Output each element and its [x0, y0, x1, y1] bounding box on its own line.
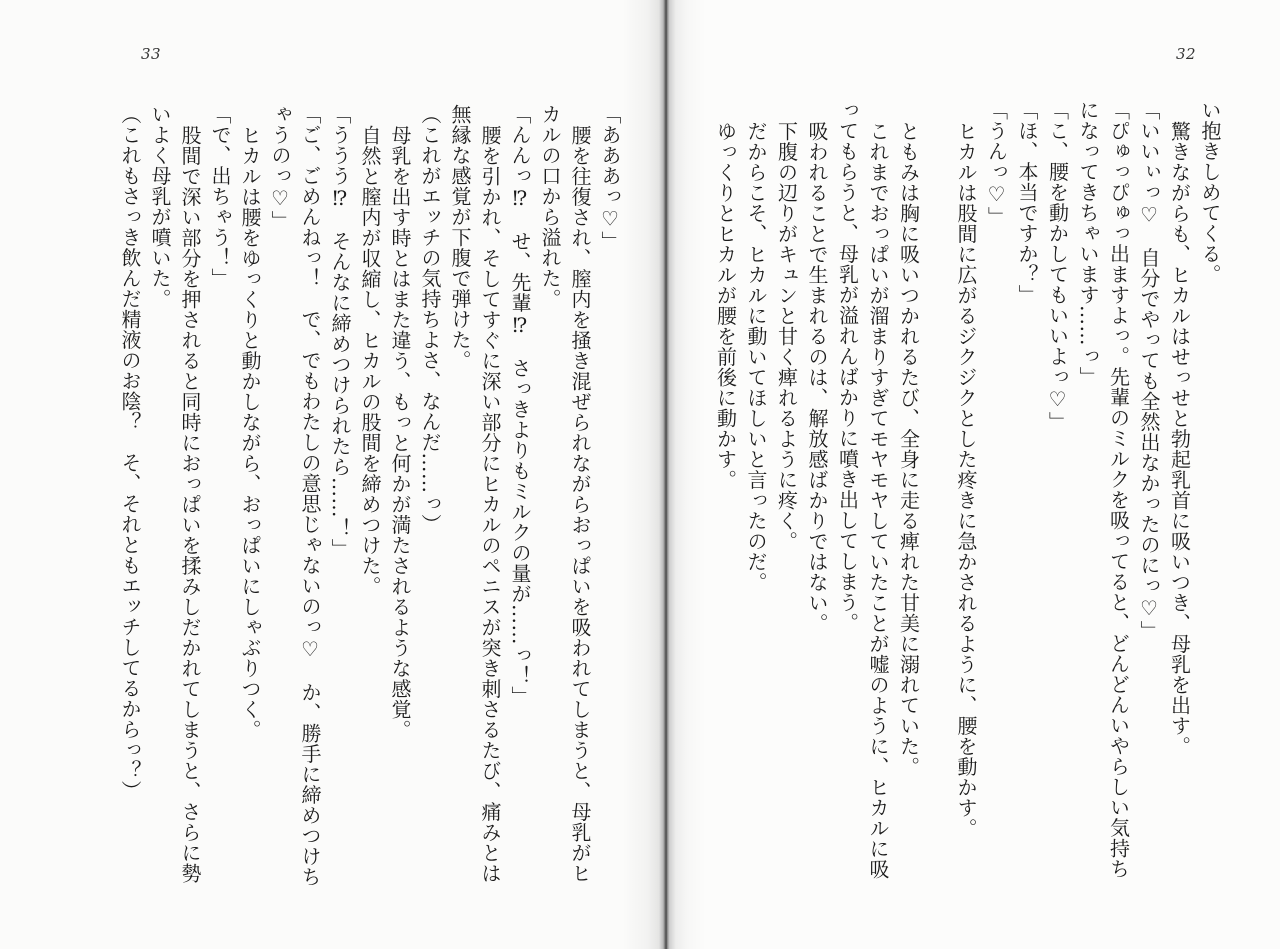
text-column: （これがエッチの気持ちよさ、なんだ……っ） — [418, 104, 442, 535]
text-column: 「ご、ごめんねっ！ で、でもわたしの意思じゃないのっ♡ か、勝手に締めつけち — [298, 104, 322, 887]
text-column: 下腹の辺りがキュンと甘く痺れるように疼く。 — [774, 120, 799, 551]
text-column: これまでおっぱいが溜まりすぎてモヤモヤしていたことが嘘のように、ヒカルに吸 — [866, 120, 890, 879]
text-column: い抱きしめてくる。 — [1198, 100, 1222, 285]
text-column: 自然と膣内が収縮し、ヒカルの股間を締めつけた。 — [358, 124, 382, 596]
text-column: 腰を引かれ、そしてすぐに深い部分にヒカルのペニスが突き刺さるたび、痛みとは — [478, 124, 502, 883]
text-column: 吸われることで生まれるのは、解放感ばかりではない。 — [805, 120, 829, 633]
text-column: 「ぴゅっぴゅっ出ますよっ。先輩のミルクを吸ってると、どんどんいやらしい気持ち — [1106, 100, 1131, 879]
text-column: になってきちゃいます……っ」 — [1076, 100, 1100, 387]
text-column: 股間で深い部分を押されると同時におっぱいを揉みしだかれてしまうと、さらに勢 — [178, 124, 202, 883]
text-column: （これもさっき飲んだ精液のお陰？ そ、それともエッチしてるからっ？） — [118, 104, 142, 801]
text-column: ヒカルは股間に広がるジクジクとした疼きに急かされるように、腰を動かす。 — [954, 120, 978, 838]
page-number-left: 33 — [141, 45, 162, 63]
text-column: ゆっくりとヒカルが腰を前後に動かす。 — [713, 120, 738, 490]
text-column: 「ほ、本当ですか？」 — [1015, 100, 1039, 305]
text-column: 母乳を出す時とはまた違う、もっと何かが満たされるような感覚。 — [388, 124, 412, 740]
text-section — [710, 100, 924, 900]
text-section — [951, 100, 1226, 900]
text-column: ゃうのっ♡」 — [268, 104, 292, 231]
text-column: カルの口から溢れた。 — [538, 104, 562, 309]
text-column: 「こ、腰を動かしてもいいよっ♡」 — [1045, 100, 1070, 432]
text-column: だからこそ、ヒカルに動いてほしいと言ったのだ。 — [744, 120, 768, 592]
text-column: いよく母乳が噴いた。 — [148, 104, 172, 309]
text-column: 「いいぃっ♡ 自分でやっても全然出なかったのにっ♡」 — [1137, 100, 1161, 641]
text-column: 「うんっ♡」 — [984, 100, 1009, 227]
text-column: ともみは胸に吸いつかれるたび、全身に走る痺れた甘美に溺れていた。 — [896, 120, 921, 777]
book-gutter — [622, 0, 706, 949]
text-column: 「んんっ⁉ せ、先輩⁉ さっきよりもミルクの量が……っ！」 — [508, 104, 532, 707]
text-column: 無縁な感覚が下腹で弾けた。 — [448, 104, 472, 371]
text-column: ってもらうと、母乳が溢れんばかりに噴き出してしまう。 — [835, 100, 860, 633]
text-column: 驚きながらも、ヒカルはせっせと勃起乳首に吸いつき、母乳を出す。 — [1167, 120, 1192, 756]
text-column: 「ううう⁉ そんなに締めつけられたら……！」 — [328, 104, 352, 559]
right-page-text — [710, 100, 1225, 900]
left-page-text — [115, 104, 625, 904]
page-number-right: 32 — [1176, 45, 1197, 63]
text-column: ヒカルは腰をゆっくりと動かしながら、おっぱいにしゃぶりつく。 — [238, 124, 262, 740]
text-column: 「で、出ちゃう！」 — [208, 104, 232, 289]
text-column: 「あああっ♡」 — [598, 104, 622, 252]
text-column: 腰を往復され、膣内を掻き混ぜられながらおっぱいを吸われてしまうと、母乳がヒ — [568, 124, 592, 883]
